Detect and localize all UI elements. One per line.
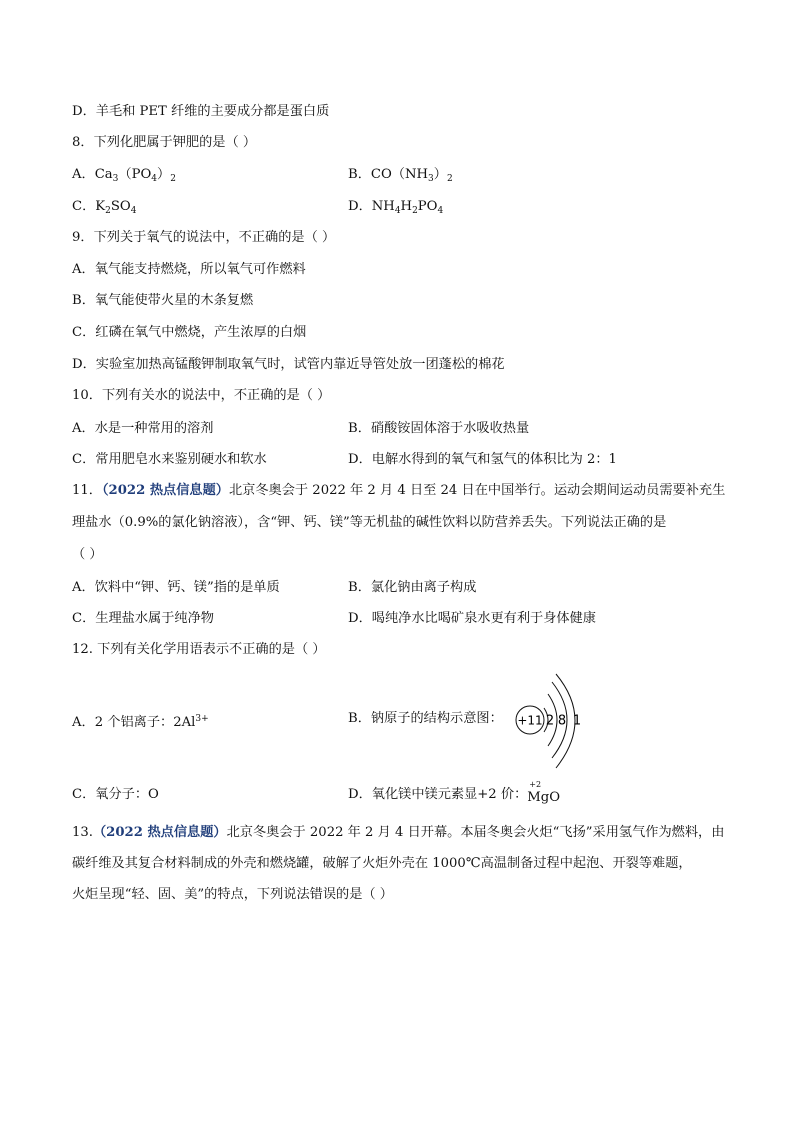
q8-option-b: B．$CO(NH_3)_2$: [348, 167, 453, 184]
q9-option-c: C．红磷在氧气中燃烧，产生浓厚的白烟: [72, 325, 307, 340]
q9-option-a: A．氧气能支持燃烧，所以氧气可作燃料: [72, 262, 306, 277]
q7-option-d: D．羊毛和 PET 纤维的主要成分都是蛋白质: [72, 104, 330, 119]
q12-option-b: B．钠原子的结构示意图：: [348, 711, 503, 726]
q11-stem-line3: （ ）: [72, 547, 103, 562]
sodium-atom-diagram: [508, 672, 588, 772]
mg-valence: +2: [529, 780, 542, 789]
q13-stem-line3: 火炬呈现“轻、固、美”的特点，下列说法错误的是（ ）: [72, 887, 393, 902]
shell-2-electrons: 8: [557, 713, 567, 729]
q13-stem-line2: 碳纤维及其复合材料制成的外壳和燃烧罐，破解了火炬外壳在 1000℃高温制备过程中起泡、开裂等难题，: [72, 856, 692, 871]
q11-option-c: C．生理盐水属于纯净物: [72, 611, 214, 626]
q10-stem: 10．下列有关水的说法中，不正确的是（ ）: [72, 388, 331, 403]
q9-option-b: B．氧气能使带火星的木条复燃: [72, 293, 254, 308]
q8-option-d: D．$NH_4H_2PO_4$: [348, 199, 444, 216]
q9-stem: 9．下列关于氧气的说法中，不正确的是（ ）: [72, 230, 336, 245]
q11-option-b: B．氯化钠由离子构成: [348, 580, 477, 595]
q12-stem: 12. 下列有关化学用语表示不正确的是（ ）: [72, 642, 326, 657]
q8-stem: 8．下列化肥属于钾肥的是（ ）: [72, 135, 257, 150]
shell-1-electrons: 2: [545, 713, 555, 729]
q10-option-b: B．硝酸铵固体溶于水吸收热量: [348, 421, 530, 436]
mgo-formula: MgO: [527, 790, 561, 805]
nucleus-charge: +11: [517, 713, 543, 728]
q8-option-c: C．$K_2SO_4$: [72, 199, 137, 216]
q12-option-a: A．2 个铝离子：$2Al^{3+}$: [72, 714, 209, 730]
q9-option-d: D．实验室加热高锰酸钾制取氧气时，试管内靠近导管处放一团蓬松的棉花: [72, 357, 505, 372]
q10-option-c: C．常用肥皂水来鉴别硬水和软水: [72, 452, 267, 467]
q11-hot-tag: （2022 热点信息题）: [101, 483, 229, 498]
q12-option-c: C．氧分子：O: [72, 787, 159, 802]
q8-option-a: A．$Ca_3(PO_4)_2$: [72, 167, 176, 184]
q11-option-d: D．喝纯净水比喝矿泉水更有利于身体健康: [348, 611, 596, 626]
q11-option-a: A．饮料中“钾、钙、镁”指的是单质: [72, 580, 280, 595]
shell-3-electrons: 1: [572, 713, 582, 729]
q13-stem-line1: 13.（2022 热点信息题）北京冬奥会于 2022 年 2 月 4 日开幕。本届冬奥会火炬“飞扬”采用氢气作为燃料，由: [72, 825, 725, 840]
q11-stem-line2: 理盐水（0.9%的氯化钠溶液），含“钾、钙、镁”等无机盐的碱性饮料以防营养丢失。下列说法正确的是: [72, 515, 667, 530]
q13-hot-tag: （2022 热点信息题）: [92, 825, 227, 840]
q10-option-a: A．水是一种常用的溶剂: [72, 421, 214, 436]
q10-option-d: D．电解水得到的氧气和氢气的体积比为 2：1: [348, 452, 617, 467]
q11-stem-line1: 11．（2022 热点信息题）北京冬奥会于 2022 年 2 月 4 日至 24 日在中国举行。运动会期间运动员需要补充生: [72, 483, 726, 498]
q12-option-d: D．氧化镁中镁元素显+2 价： +2 MgO: [348, 786, 560, 804]
